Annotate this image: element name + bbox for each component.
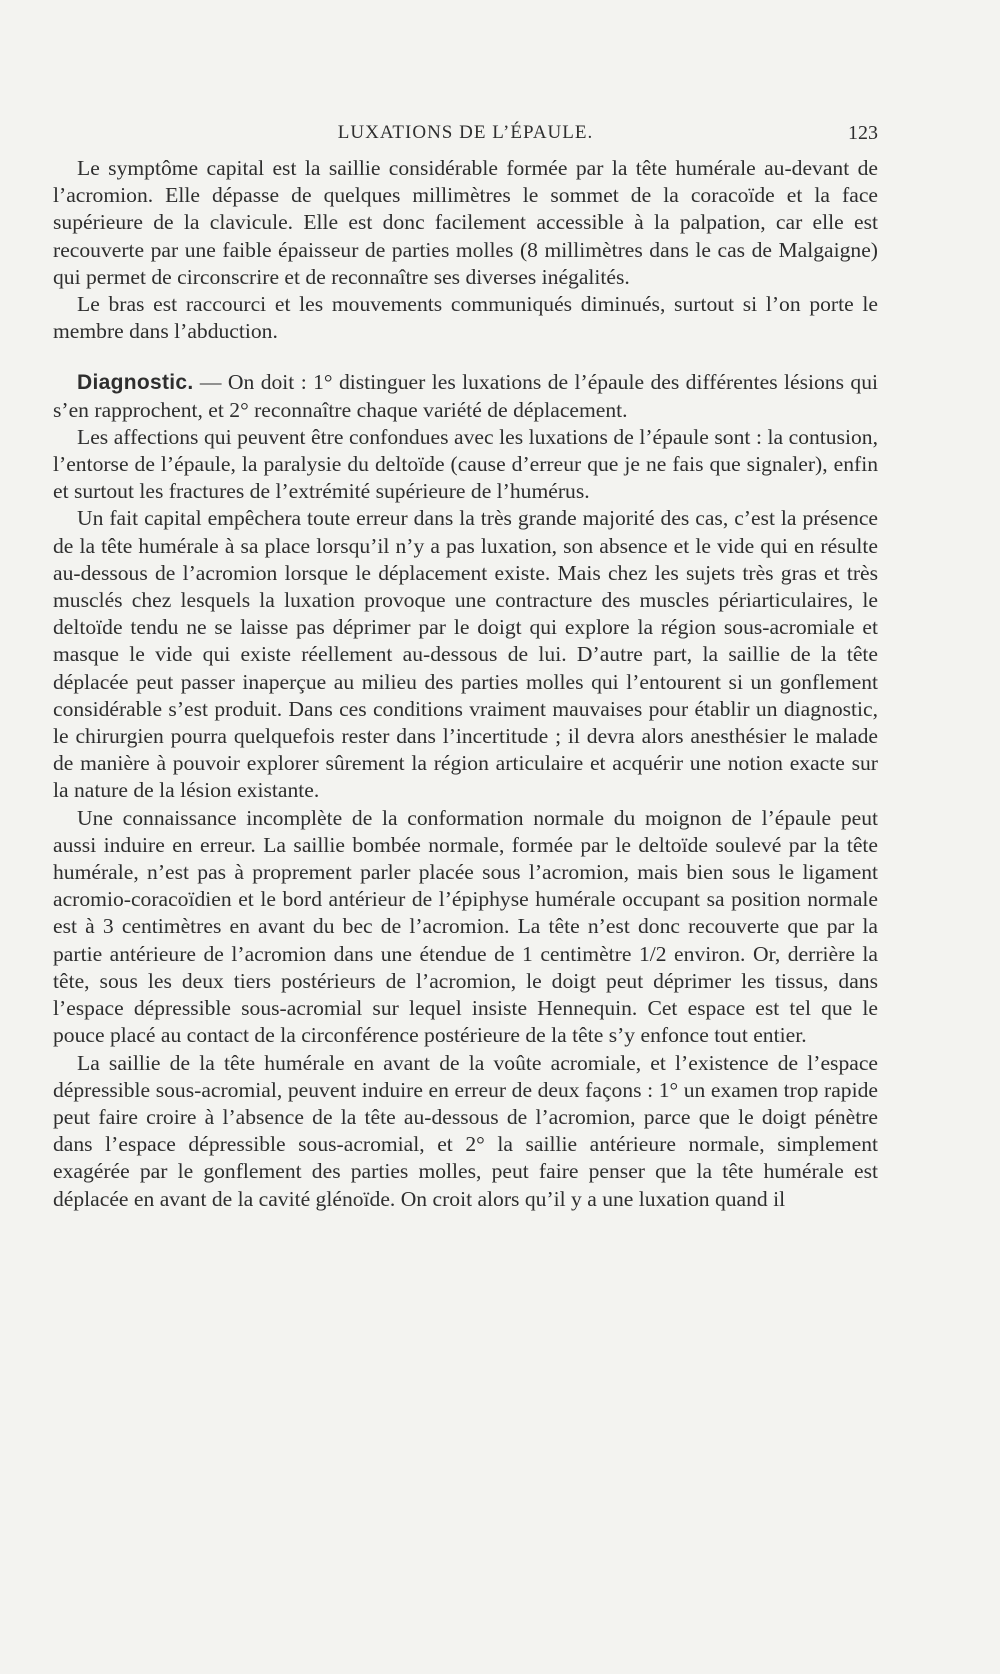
paragraph-capital-fact: Un fait capital empêchera toute erreur dans la très grande majorité des cas, c’est la présence de la tête humérale à sa place lorsqu’il n’y a pas luxation, son absence et le vide qui en résulte au-dessous de l’acromion lorsque le déplacement existe. Mais chez les sujets très gras et très musclés chez lesquels la luxation provoque une contracture des muscles périarticulaires, le deltoïde tendu ne se laisse pas déprimer par le doigt qui explore la région sous-acromiale et masque le vide qui existe réellement au-dessous de lui. D’autre part, la saillie de la tête déplacée peut passer inaperçue au milieu des parties molles qui l’entourent si un gonflement considérable s’est produit. Dans ces conditions vraiment mauvaises pour établir un diagnostic, le chirurgien pourra quelquefois rester dans l’incertitude ; il devra alors anesthésier le malade de manière à pouvoir explorer sûrement la région articulaire et acquérir une notion exacte sur la nature de la lésion existante. xyxy=(53,506,878,803)
paragraph-arm: Le bras est raccourci et les mouvements communiqués diminués, surtout si l’on porte le membre dans l’abduction. xyxy=(53,292,878,344)
paragraph-saillie: La saillie de la tête humérale en avant de la voûte acromiale, et l’existence de l’espace dépressible sous-acromial, peuvent induire en erreur de deux façons : 1° un examen trop rapide peut faire croire à l’absence de la tête au-dessous de l’acromion, parce que le doigt pénètre dans l’espace dépressible sous-acromial, et 2° la saillie antérieure normale, simplement exagérée par le gonflement des parties molles, peut faire penser que la tête humérale est déplacée en avant de la cavité glénoïde. On croit alors qu’il y a une luxation quand il xyxy=(53,1050,878,1211)
paragraph-affections: Les affections qui peuvent être confondues avec les luxations de l’épaule sont : la contusion, l’entorse de l’épaule, la paralysie du deltoïde (cause d’erreur que je ne fais que signaler), enfin et surtout les fractures de l’extrémité supérieure de l’humérus. xyxy=(53,424,878,504)
running-title: LUXATIONS DE L’ÉPAULE. xyxy=(337,122,594,143)
running-head xyxy=(53,122,878,150)
page-number: 123 xyxy=(848,122,878,144)
paragraph-symptom: Le symptôme capital est la saillie considérable formée par la tête humérale au-devant de l’acromion. Elle dépasse de quelques millimètres le sommet de la coracoïde et la face supérieure de la clavicule. Elle est donc facilement accessible à la palpation, car elle est recouverte par une faible épaisseur de parties molles (8 millimètres dans le cas de Malgaigne) qui permet de circonscrire et de reconnaître ses diverses inégalités. xyxy=(53,156,878,289)
paragraph-diagnostic xyxy=(53,369,878,423)
section-heading-diagnostic: Diagnostic. xyxy=(77,371,194,395)
diagnostic-text: — On doit : 1° distinguer les luxations de l’épaule des différentes lésions qui s’en rapprochent, et 2° reconnaître chaque variété de déplacement. xyxy=(53,370,878,422)
paragraph-conformation: Une connaissance incomplète de la conformation normale du moignon de l’épaule peut aussi induire en erreur. La saillie bombée normale, formée par le deltoïde soulevé par la tête humérale, n’est pas à proprement parler placée sous l’acromion, mais bien sous le ligament acromio-coracoïdien et le bord antérieur de l’épiphyse humérale occupant sa position normale est à 3 centimètres en avant du bec de l’acromion. La tête n’est donc recouverte que par la partie antérieure de l’acromion dans une étendue de 1 centimètre 1/2 environ. Or, derrière la tête, sous les deux tiers postérieurs de l’acromion, le doigt peut déprimer les tissus, dans l’espace dépressible sous-acromial sur lequel insiste Hennequin. Cet espace est tel que le pouce placé au contact de la circonférence postérieure de la tête s’y enfonce tout entier. xyxy=(53,805,878,1048)
body-text xyxy=(53,155,878,1213)
